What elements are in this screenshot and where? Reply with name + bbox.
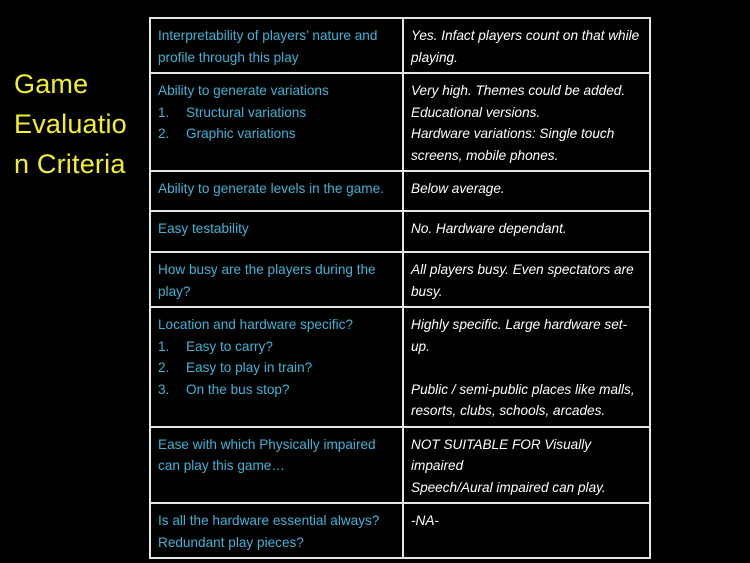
- evaluation-table: [149, 17, 651, 559]
- table-row: [150, 503, 650, 558]
- table-row: [150, 252, 650, 307]
- evaluation-cell: Highly specific. Large hardware set-up. Public / semi-public places like malls, resorts, clubs, schools, arcades.: [403, 307, 650, 427]
- criterion-cell: How busy are the players during the play?: [150, 252, 403, 307]
- sub-item: 1. Easy to carry?: [158, 338, 273, 354]
- criterion-cell: Easy testability: [150, 211, 403, 252]
- criterion-cell: Ease with which Physically impaired can play this game…: [150, 427, 403, 504]
- evaluation-cell: All players busy. Even spectators are busy.: [403, 252, 650, 307]
- evaluation-cell: NOT SUITABLE FOR Visually impaired Speech/Aural impaired can play.: [403, 427, 650, 504]
- evaluation-cell: No. Hardware dependant.: [403, 211, 650, 252]
- table-row: [150, 73, 650, 171]
- criterion-cell: Is all the hardware essential always? Redundant play pieces?: [150, 503, 403, 558]
- table-row: [150, 427, 650, 504]
- criterion-cell: Ability to generate levels in the game.: [150, 171, 403, 211]
- slide-title-line: n Criteria: [14, 149, 126, 179]
- slide-title: [14, 64, 139, 184]
- table-row: [150, 307, 650, 427]
- criterion-cell: Location and hardware specific? 1. Easy to carry? 2. Easy to play in train? 3. On the bus stop?: [150, 307, 403, 427]
- criterion-cell: Interpretability of players’ nature and profile through this play: [150, 18, 403, 73]
- sub-item: 3. On the bus stop?: [158, 381, 290, 397]
- table-row: [150, 18, 650, 73]
- evaluation-cell: -NA-: [403, 503, 650, 558]
- sub-item: 2. Easy to play in train?: [158, 360, 313, 375]
- table-row: [150, 211, 650, 252]
- criterion-cell: Ability to generate variations 1. Structural variations 2. Graphic variations: [150, 73, 403, 171]
- slide-title-line: Game: [14, 69, 89, 99]
- sub-item: 2. Graphic variations: [158, 126, 296, 141]
- table-row: [150, 171, 650, 211]
- sub-item: 1. Structural variations: [158, 104, 307, 120]
- evaluation-cell: Very high. Themes could be added. Educational versions. Hardware variations: Single touch screens, mobile phones.: [403, 73, 650, 171]
- evaluation-cell: Below average.: [403, 171, 650, 211]
- evaluation-cell: Yes. Infact players count on that while playing.: [403, 18, 650, 73]
- slide-title-line: Evaluatio: [14, 109, 127, 139]
